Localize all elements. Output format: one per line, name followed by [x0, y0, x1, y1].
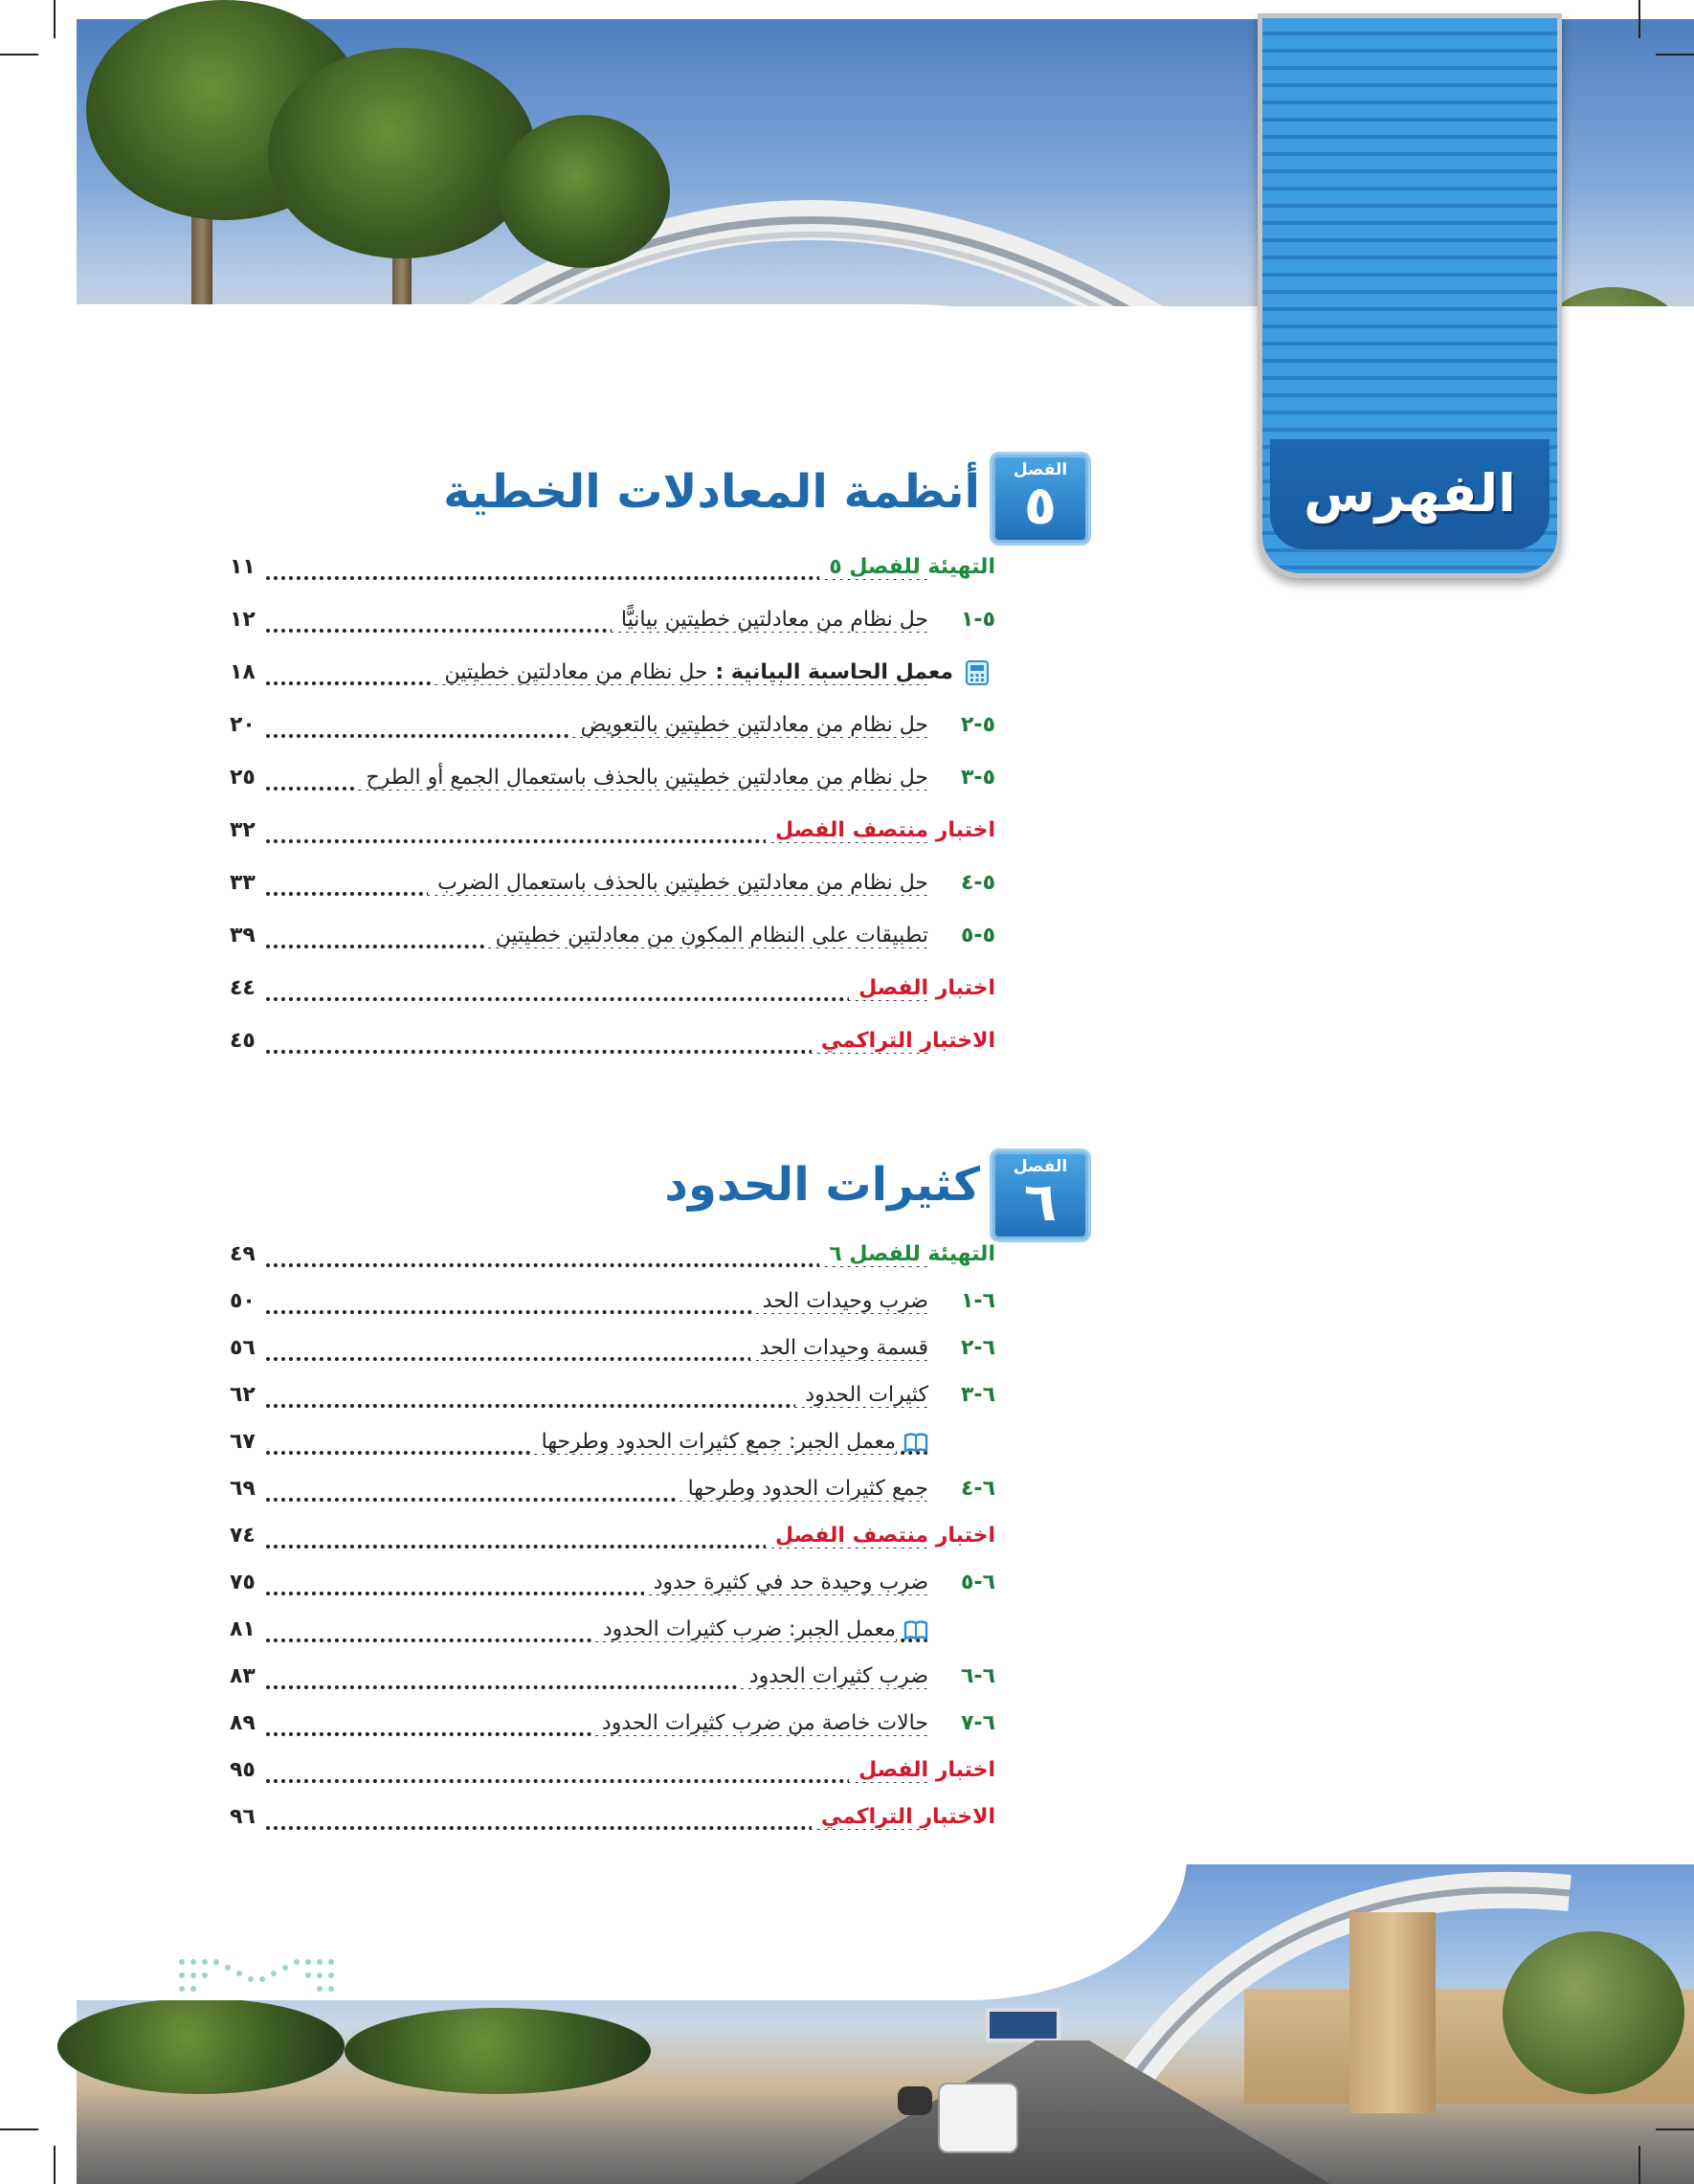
page-number: ٢٠: [230, 713, 256, 737]
toc-row[interactable]: [230, 818, 995, 862]
toc-row[interactable]: [230, 660, 995, 704]
chapter-badge-label: الفصل: [1013, 1157, 1068, 1176]
toc-row[interactable]: [230, 1430, 995, 1474]
chapter-badge: [990, 1148, 1091, 1242]
toc-row[interactable]: [230, 608, 995, 652]
crop-mark: [54, 2146, 56, 2184]
toc-entry-text: تطبيقات على النظام المكون من معادلتين خطيتين: [486, 924, 928, 947]
page-number: ٨٩: [230, 1711, 256, 1735]
toc-entry-text: الاختبار التراكمي: [812, 1805, 995, 1829]
page-number: ٩٥: [230, 1758, 256, 1782]
lesson-number: ٦-٤: [960, 1477, 995, 1501]
toc-entry-text: حل نظام من معادلتين خطيتين بيانيًّا: [612, 608, 928, 632]
page-number: ٦٢: [230, 1383, 256, 1407]
toc-entry-text: معمل الجبر: ضرب كثيرات الحدود: [593, 1617, 896, 1641]
crop-mark: [1638, 0, 1640, 38]
crop-mark: [1656, 2128, 1694, 2130]
page-number: ٤٤: [230, 976, 256, 1000]
olive-tree: [1503, 1931, 1684, 2094]
chapter-title: أنظمة المعادلات الخطية: [443, 465, 980, 519]
crop-mark: [1656, 54, 1694, 56]
toc-row[interactable]: [230, 1758, 995, 1802]
palm-crown: [345, 2008, 651, 2094]
toc-entry-text: حل نظام من معادلتين خطيتين بالتعويض: [571, 713, 928, 737]
toc-entry-text: اختبار الفصل: [849, 1758, 995, 1782]
toc-entry-text: قسمة وحيدات الحد: [750, 1336, 928, 1360]
page-number: ١٨: [230, 660, 256, 684]
crop-mark: [54, 0, 56, 38]
toc-row[interactable]: [230, 555, 995, 599]
ministry-logo: [172, 1952, 345, 2010]
toc-entry-text: التهيئة للفصل ٥: [819, 555, 995, 579]
toc-row[interactable]: [230, 1289, 995, 1333]
lesson-number: ٦-٦: [960, 1664, 995, 1688]
calculator-icon: [965, 660, 990, 685]
chapter-6-toc: [230, 1242, 995, 1855]
toc-row[interactable]: [230, 766, 995, 810]
book-icon: [903, 1617, 928, 1642]
car: [898, 2086, 932, 2115]
toc-row[interactable]: [230, 1383, 995, 1427]
page-number: ٨٣: [230, 1664, 256, 1688]
lesson-number: ٥-١: [960, 608, 995, 632]
lesson-number: ٥-٢: [960, 713, 995, 737]
toc-entry-text: ضرب كثيرات الحدود: [740, 1664, 928, 1688]
page-number: ٧٥: [230, 1571, 256, 1594]
toc-row[interactable]: [230, 1336, 995, 1380]
toc-entry-text: جمع كثيرات الحدود وطرحها: [679, 1477, 928, 1501]
toc-entry-text: حالات خاصة من ضرب كثيرات الحدود: [592, 1711, 928, 1735]
palm-crown: [268, 48, 536, 258]
toc-row[interactable]: [230, 1805, 995, 1849]
toc-entry-text: ضرب وحيدة حد في كثيرة حدود: [644, 1571, 928, 1594]
page-number: ٨١: [230, 1617, 256, 1641]
lesson-number: ٦-٥: [960, 1571, 995, 1594]
chapter-badge-label: الفصل: [1013, 460, 1068, 479]
page-number: ٧٤: [230, 1524, 256, 1548]
toc-entry-text: حل نظام من معادلتين خطيتين بالحذف باستعمال الجمع أو الطرح: [356, 766, 928, 790]
toc-entry-text: كثيرات الحدود: [795, 1383, 928, 1407]
lesson-number: ٦-٧: [960, 1711, 995, 1735]
chapter-badge-number: ٥: [1023, 475, 1058, 537]
toc-row[interactable]: [230, 1617, 995, 1661]
toc-row[interactable]: [230, 1477, 995, 1521]
palm-crown: [498, 115, 670, 268]
lesson-number: ٥-٣: [960, 766, 995, 790]
page-number: ٣٣: [230, 871, 256, 895]
page-number: ٤٥: [230, 1029, 256, 1053]
toc-row[interactable]: [230, 976, 995, 1020]
toc-entry-text: معمل الجبر: جمع كثيرات الحدود وطرحها: [532, 1430, 896, 1454]
page-number: ١٢: [230, 608, 256, 632]
toc-row[interactable]: [230, 1242, 995, 1286]
toc-entry-text: ضرب وحيدات الحد: [753, 1289, 928, 1313]
crop-mark: [1638, 2146, 1640, 2184]
car: [938, 2083, 1018, 2153]
palm-crown: [57, 1998, 345, 2094]
index-title: الفهرس: [1304, 463, 1516, 524]
page-number: ٦٧: [230, 1430, 256, 1454]
toc-row[interactable]: [230, 1571, 995, 1615]
chapter-badge-number: ٦: [1023, 1171, 1058, 1234]
toc-row[interactable]: [230, 871, 995, 915]
content-curve-top: [77, 304, 1158, 448]
toc-row[interactable]: [230, 1029, 995, 1073]
toc-entry-text: معمل الحاسبة البيانية : حل نظام من معادلتين خطيتين: [435, 660, 953, 684]
tower: [1349, 1912, 1436, 2113]
lab-prefix: معمل الحاسبة البيانية :: [707, 660, 953, 684]
page-number: ٣٩: [230, 924, 256, 947]
page-number: ٩٦: [230, 1805, 256, 1829]
leader-dots: [266, 1770, 928, 1783]
page-number: ٣٢: [230, 818, 256, 842]
toc-row[interactable]: [230, 1711, 995, 1755]
crop-mark: [0, 2128, 38, 2130]
toc-entry-text: الاختبار التراكمي: [812, 1029, 995, 1053]
page-number: ٥٦: [230, 1336, 256, 1360]
lesson-number: ٥-٥: [960, 924, 995, 947]
toc-entry-text: اختبار الفصل: [849, 976, 995, 1000]
page-number: ٤٩: [230, 1242, 256, 1266]
toc-entry-text: التهيئة للفصل ٦: [819, 1242, 995, 1266]
page-number: ٥٠: [230, 1289, 256, 1313]
book-icon: [903, 1430, 928, 1455]
billboard: [986, 2008, 1060, 2042]
chapter-title: كثيرات الحدود: [664, 1158, 980, 1212]
page-number: ٦٩: [230, 1477, 256, 1501]
toc-entry-text: حل نظام من معادلتين خطيتين بالحذف باستعمال الضرب: [428, 871, 928, 895]
toc-row[interactable]: [230, 1524, 995, 1568]
toc-row[interactable]: [230, 713, 995, 757]
toc-row[interactable]: [230, 1664, 995, 1708]
chapter-5-toc: [230, 555, 995, 1072]
leader-dots: [266, 988, 928, 1001]
crop-mark: [0, 54, 38, 56]
toc-row[interactable]: [230, 924, 995, 968]
lesson-number: ٥-٤: [960, 871, 995, 895]
lesson-number: ٦-١: [960, 1289, 995, 1313]
lesson-number: ٦-٢: [960, 1336, 995, 1360]
index-tab: [1258, 13, 1562, 578]
toc-entry-text: اختبار منتصف الفصل: [766, 1524, 995, 1548]
lesson-number: ٦-٣: [960, 1383, 995, 1407]
chapter-badge: [990, 452, 1091, 546]
page-number: ٢٥: [230, 766, 256, 790]
toc-entry-text: اختبار منتصف الفصل: [766, 818, 995, 842]
page-number: ١١: [230, 555, 256, 579]
